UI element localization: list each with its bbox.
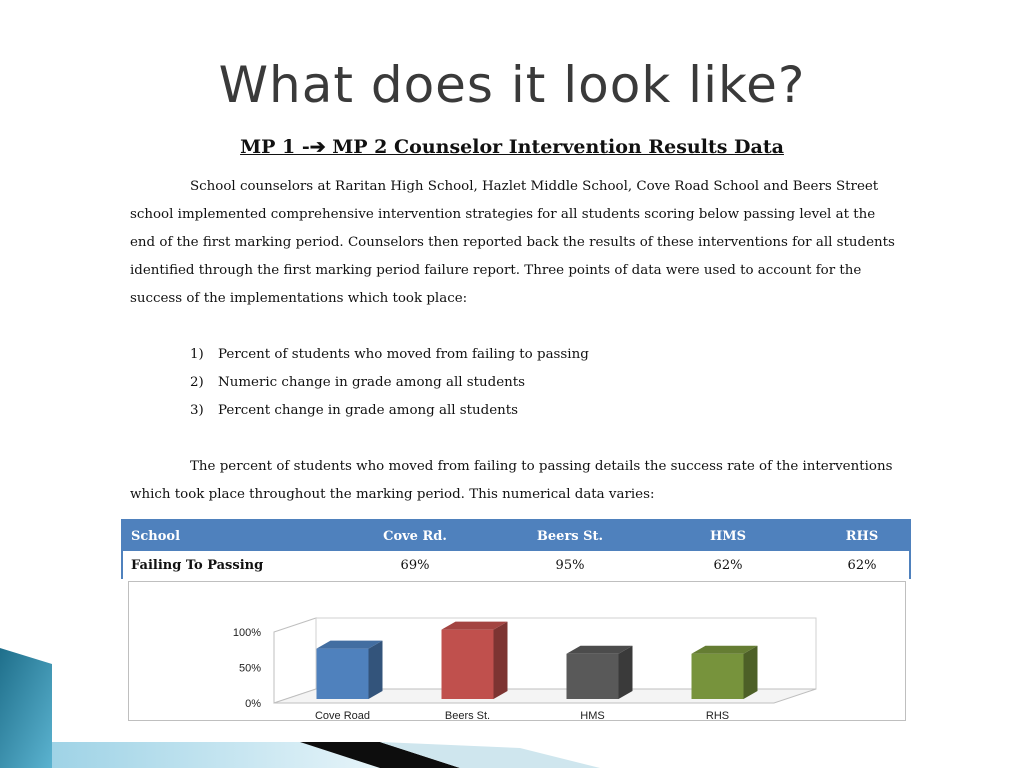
header-beers-st: Beers St. xyxy=(536,528,604,544)
list-text: Numeric change in grade among all students xyxy=(218,375,526,390)
y-tick-label: 50% xyxy=(238,662,261,675)
header-hms: HMS xyxy=(709,528,747,544)
header-cove-rd: Cove Rd. xyxy=(383,528,447,544)
slide-title: What does it look like? xyxy=(218,56,806,114)
bar-front xyxy=(567,654,619,699)
cell-beers-st: 95% xyxy=(555,557,585,573)
bottom-swoosh-light xyxy=(52,742,380,768)
bar-side xyxy=(619,646,633,699)
y-tick-label: 0% xyxy=(245,698,261,710)
bar-front xyxy=(692,654,744,699)
header-rhs: RHS xyxy=(845,528,879,544)
corner-swoosh xyxy=(0,648,52,768)
bottom-swoosh-fade xyxy=(380,742,600,768)
row-label: Failing To Passing xyxy=(131,557,264,573)
x-tick-label: Beers St. xyxy=(444,710,491,722)
table-header-row xyxy=(123,521,909,551)
list-text: Percent change in grade among all students xyxy=(218,403,519,418)
cell-cove-rd: 69% xyxy=(400,557,430,573)
chart-side-wall xyxy=(274,618,316,703)
list-number: 2) xyxy=(190,375,204,390)
bar-side xyxy=(369,641,383,699)
y-tick-label: 100% xyxy=(232,627,261,639)
x-tick-label: RHS xyxy=(705,710,730,722)
document-heading-text: MP 1 -➔ MP 2 Counselor Intervention Results Data xyxy=(240,136,784,158)
data-points-list xyxy=(190,341,589,425)
header-school: School xyxy=(131,528,181,544)
bar-front xyxy=(442,630,494,699)
x-tick-label: HMS xyxy=(580,710,605,722)
list-number: 1) xyxy=(190,347,204,362)
cell-hms: 62% xyxy=(713,557,743,573)
list-item xyxy=(190,369,589,397)
results-table xyxy=(121,519,911,579)
list-text: Percent of students who moved from failing to passing xyxy=(218,347,589,362)
bar-chart-svg xyxy=(129,582,907,722)
cell-rhs: 62% xyxy=(847,557,877,573)
bar-chart xyxy=(128,581,906,721)
x-tick-label: Cove Road xyxy=(314,710,371,722)
list-item xyxy=(190,397,589,425)
bar-side xyxy=(744,646,758,699)
bar-side xyxy=(494,622,508,699)
bar-front xyxy=(317,649,369,699)
table-row xyxy=(123,551,909,579)
intro-paragraph: School counselors at Raritan High School, Hazlet Middle School, Cove Road School and Beers Street school implemented comprehensive intervention strategies for all students scoring below passing level at the end of the first marking period. Counselors then reported back the results of these interventions for all students identified through the first marking period failure report. Three points of data were used to account for the success of the implementations which took place: xyxy=(130,179,895,306)
summary-paragraph: The percent of students who moved from failing to passing details the success rate of the interventions which took place throughout the marking period. This numerical data varies: xyxy=(130,459,893,502)
list-item xyxy=(190,341,589,369)
bottom-swoosh-dark xyxy=(300,742,460,768)
document-heading xyxy=(0,136,1024,158)
list-number: 3) xyxy=(190,403,204,418)
